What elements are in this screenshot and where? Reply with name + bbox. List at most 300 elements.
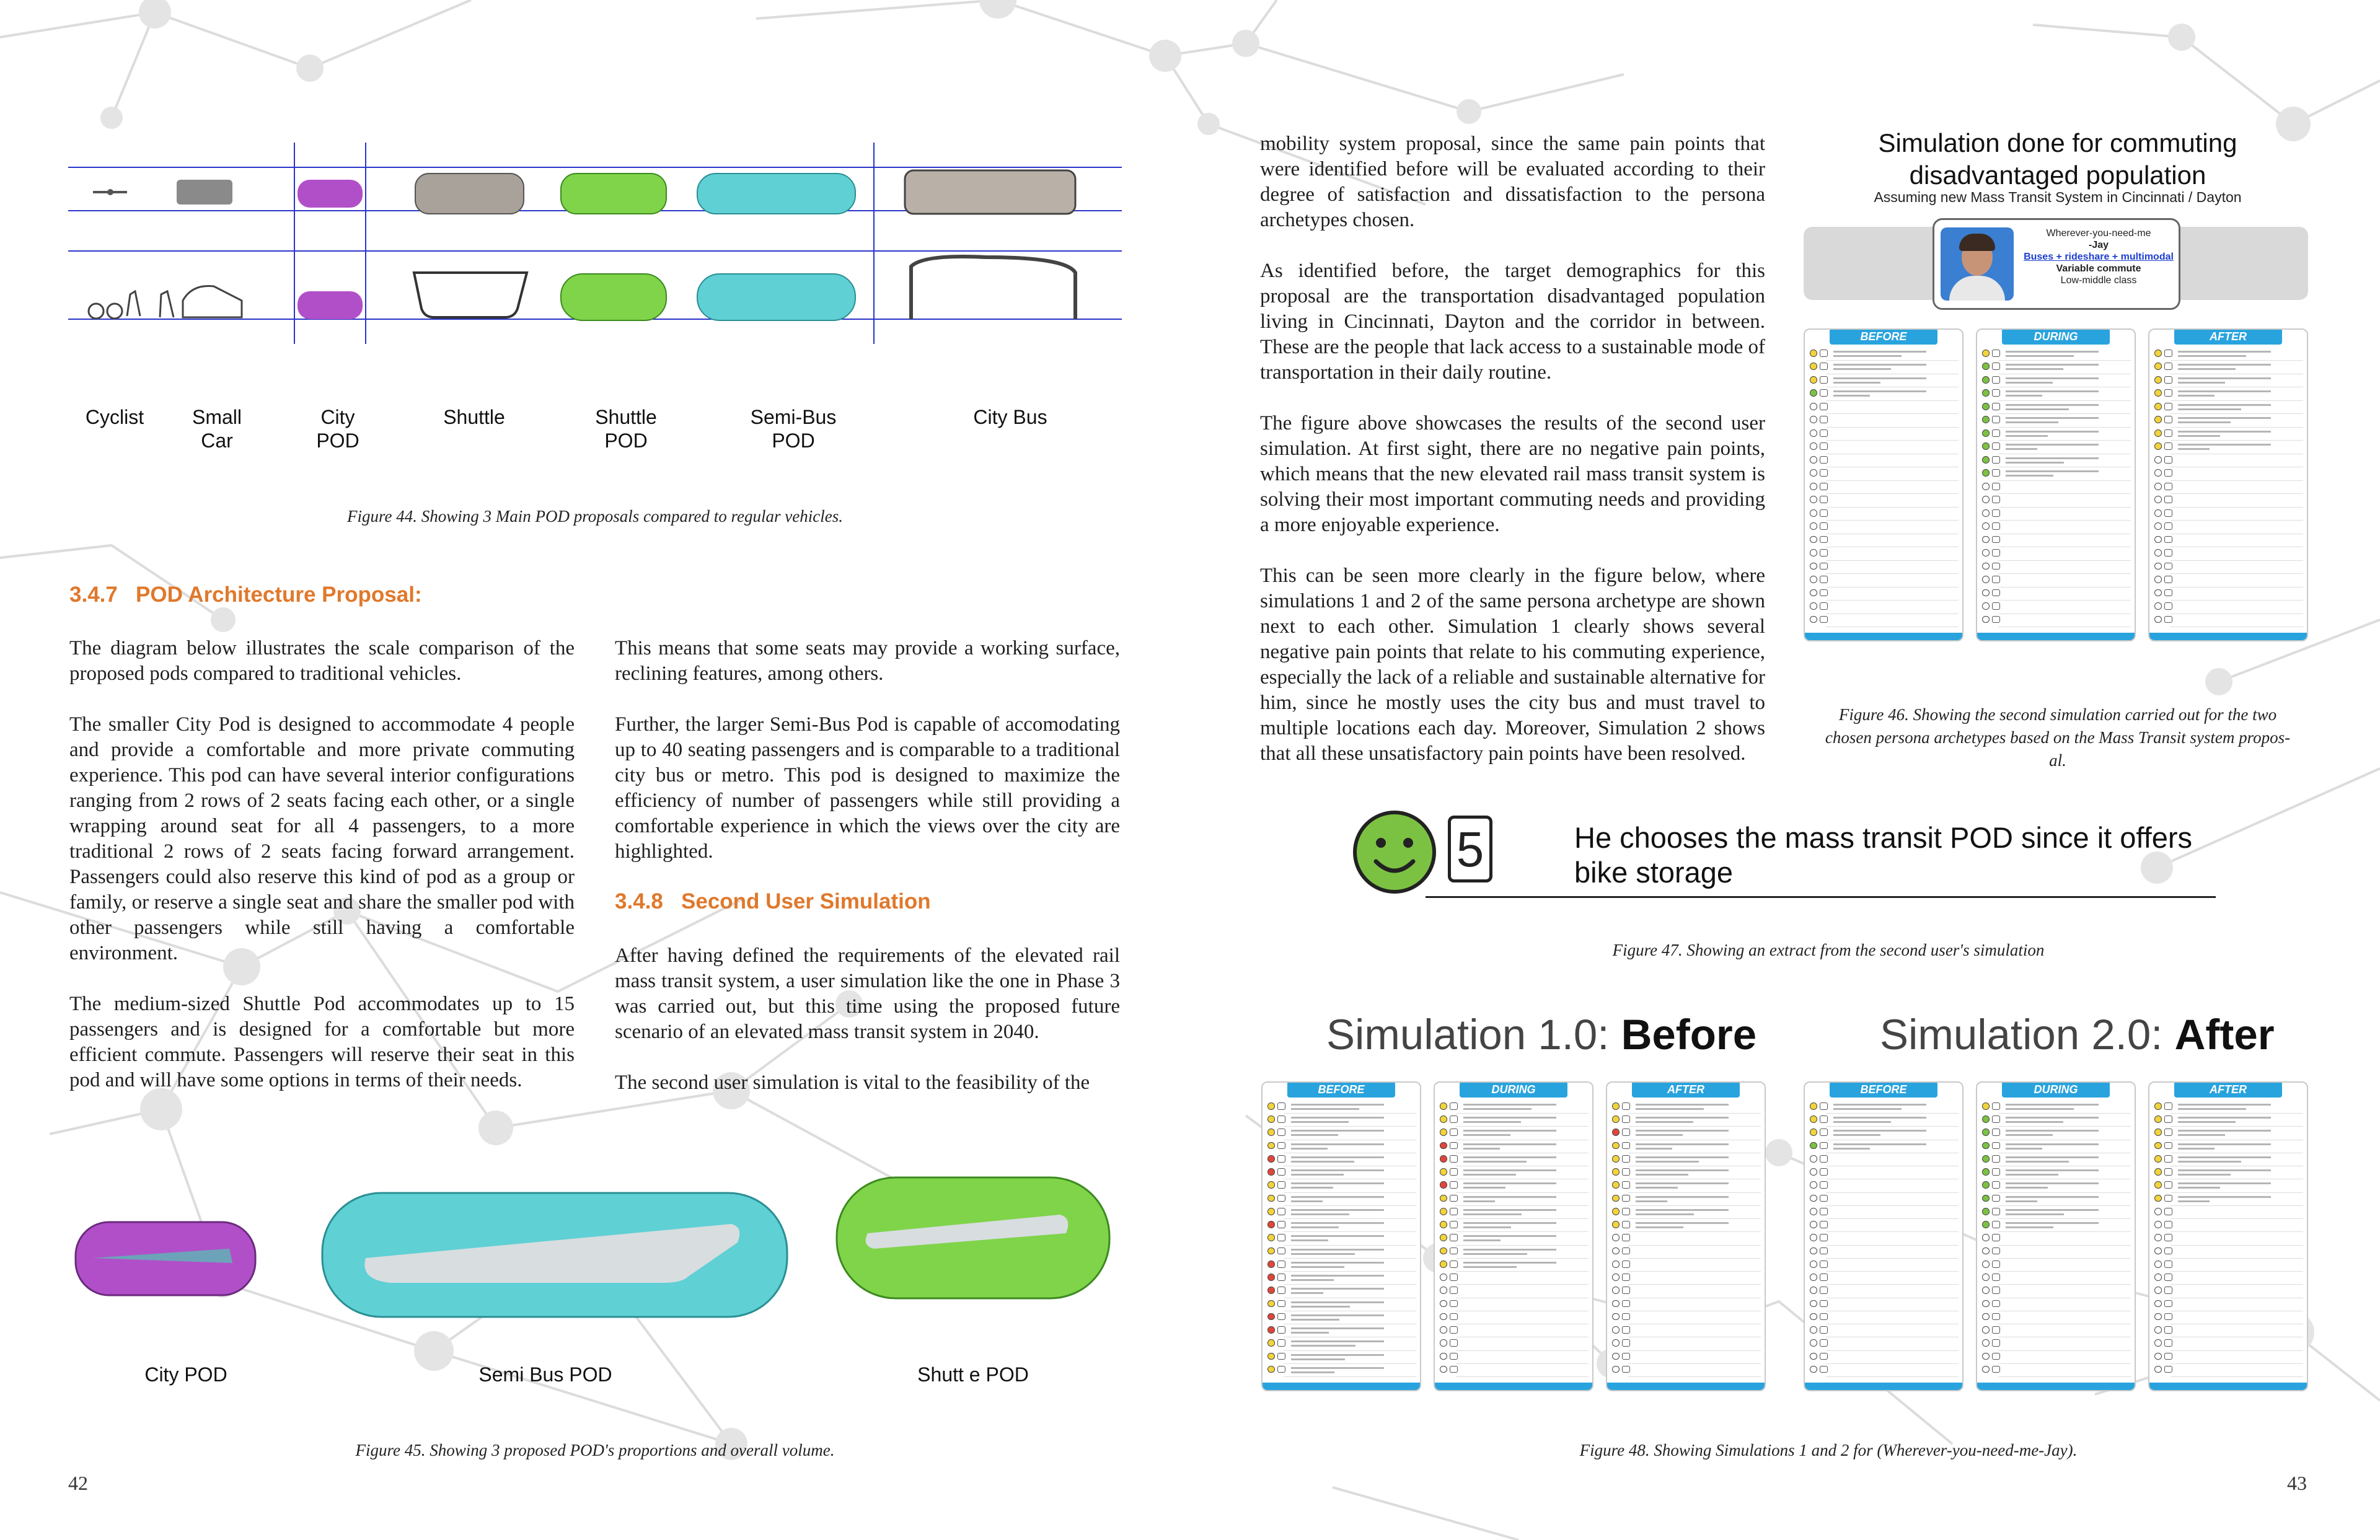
row-separator bbox=[1826, 1126, 1959, 1127]
score-box-mini bbox=[1820, 1287, 1828, 1294]
empty-mood-icon bbox=[1810, 469, 1817, 477]
score-box-mini bbox=[1450, 1313, 1458, 1321]
text-line bbox=[2178, 1134, 2225, 1136]
vehicle-label-city-pod: City POD bbox=[316, 406, 359, 452]
text-line bbox=[1291, 1156, 1384, 1158]
persona-tagline: Wherever-you-need-me bbox=[2046, 228, 2151, 239]
score-box-mini bbox=[1622, 1313, 1630, 1321]
mood-face-icon bbox=[2154, 1181, 2162, 1189]
score-box-mini bbox=[1450, 1168, 1458, 1176]
empty-mood-icon bbox=[1810, 576, 1817, 583]
persona-commute: Variable commute bbox=[2056, 263, 2141, 274]
text-line bbox=[1291, 1134, 1338, 1136]
score-box-mini bbox=[2164, 376, 2172, 384]
empty-mood-icon bbox=[1810, 549, 1817, 557]
row-separator bbox=[1998, 600, 2131, 601]
mood-face-icon bbox=[1267, 1102, 1275, 1110]
phase-header: BEFORE bbox=[1830, 1081, 1937, 1098]
text-line bbox=[2006, 444, 2099, 446]
row-separator bbox=[1998, 573, 2131, 574]
row-separator bbox=[1456, 1231, 1589, 1232]
score-box-mini bbox=[1820, 1102, 1828, 1110]
score-box-mini bbox=[1992, 1155, 2000, 1163]
row-separator bbox=[1826, 1350, 1959, 1351]
text-line bbox=[1636, 1156, 1729, 1158]
empty-mood-icon bbox=[1612, 1274, 1620, 1281]
mood-face-icon bbox=[2154, 1195, 2162, 1202]
text-line bbox=[1636, 1143, 1729, 1145]
text-line bbox=[1833, 395, 1870, 397]
mood-face-icon bbox=[1440, 1155, 1447, 1163]
city-pod-top-icon bbox=[298, 180, 363, 208]
persona-name: -Jay bbox=[2088, 240, 2109, 250]
score-box-mini bbox=[2164, 536, 2172, 543]
mood-face-icon bbox=[2154, 429, 2162, 437]
score-box-mini bbox=[1992, 563, 2000, 570]
score-box-mini bbox=[2164, 589, 2172, 597]
figure-45-caption: Figure 45. Showing 3 proposed POD's proportions and overall volume. bbox=[355, 1441, 835, 1459]
score-box-mini bbox=[1277, 1261, 1285, 1268]
sim2-during-panel bbox=[1976, 1081, 2136, 1391]
score-box-mini bbox=[2164, 1102, 2172, 1110]
text-line bbox=[1291, 1209, 1384, 1211]
row-separator bbox=[1628, 1231, 1761, 1232]
happy-face-icon bbox=[1351, 809, 1438, 895]
score-box-mini bbox=[1992, 589, 2000, 597]
score-box-mini bbox=[2164, 616, 2172, 623]
text-line bbox=[1463, 1108, 1532, 1110]
text-line bbox=[1833, 1134, 1880, 1136]
text-line bbox=[1636, 1117, 1729, 1119]
small-car-front-icon bbox=[160, 286, 242, 317]
shuttle-top-icon bbox=[415, 174, 524, 214]
text-line bbox=[1291, 1182, 1384, 1184]
score-box-mini bbox=[2164, 1181, 2172, 1189]
text-line bbox=[1291, 1354, 1384, 1356]
score-box-mini bbox=[2164, 602, 2172, 610]
score-box-mini bbox=[1622, 1287, 1630, 1294]
row-separator bbox=[1826, 440, 1959, 441]
mood-face-icon bbox=[1267, 1247, 1275, 1255]
row-separator bbox=[1628, 1205, 1761, 1206]
mood-face-icon bbox=[1267, 1115, 1275, 1123]
score-box-mini bbox=[2164, 576, 2172, 583]
simulation-subtitle: Assuming new Mass Transit System in Cincinnati / Dayton bbox=[1874, 189, 2242, 205]
empty-mood-icon bbox=[2154, 576, 2162, 583]
mood-face-icon bbox=[1982, 1142, 1990, 1150]
paragraph: Further, the larger Semi-Bus Pod is capable of accomodating up to 40 seating passengers and is comparable to a traditional city bus or metro. This pod is designed to maximize the efficiency of number of passengers while still providing a comfortable experience in which the views over the city are highlighted. bbox=[615, 713, 1120, 863]
score-box-mini bbox=[1277, 1181, 1285, 1189]
text-line bbox=[2006, 431, 2099, 433]
score-box-mini bbox=[1450, 1261, 1458, 1268]
extract-divider bbox=[1426, 896, 2216, 898]
row-separator bbox=[1628, 1271, 1761, 1272]
empty-mood-icon bbox=[1612, 1326, 1620, 1334]
mood-face-icon bbox=[1612, 1208, 1620, 1215]
text-line bbox=[1463, 1213, 1522, 1215]
text-line bbox=[1636, 1174, 1688, 1176]
score-box-mini bbox=[1820, 416, 1828, 423]
score-box-mini bbox=[2164, 1129, 2172, 1136]
text-line bbox=[1291, 1327, 1384, 1329]
row-separator bbox=[1628, 1192, 1761, 1193]
mood-face-icon bbox=[1267, 1221, 1275, 1228]
score-box-mini bbox=[1992, 376, 2000, 384]
paragraph: The second user simulation is vital to the feasibility of the bbox=[615, 1071, 1090, 1094]
text-line bbox=[1636, 1121, 1693, 1123]
score-box-mini bbox=[1992, 1142, 2000, 1150]
empty-mood-icon bbox=[1810, 496, 1817, 503]
score-box-mini bbox=[1450, 1181, 1458, 1189]
score-box-mini bbox=[1450, 1339, 1458, 1347]
semi-bus-pod-render bbox=[322, 1193, 787, 1317]
score-box-mini bbox=[2164, 403, 2172, 410]
score-box-mini bbox=[1992, 350, 2000, 357]
empty-mood-icon bbox=[1612, 1313, 1620, 1321]
score-box-mini bbox=[1820, 1142, 1828, 1150]
city-pod-front-icon bbox=[298, 291, 363, 319]
text-line bbox=[2006, 1213, 2064, 1215]
empty-mood-icon bbox=[1810, 536, 1817, 543]
score-box-mini bbox=[1992, 363, 2000, 370]
figure-48-caption: Figure 48. Showing Simulations 1 and 2 for (Wherever-you-need-me-Jay). bbox=[1579, 1441, 2078, 1459]
score-box-mini bbox=[1450, 1274, 1458, 1281]
text-line bbox=[2178, 417, 2271, 419]
city-pod-render bbox=[76, 1222, 255, 1295]
phase-header: DURING bbox=[1460, 1081, 1567, 1098]
mood-face-icon bbox=[2154, 1115, 2162, 1123]
right-column bbox=[1260, 131, 1765, 792]
score-box-mini bbox=[1622, 1155, 1630, 1163]
row-separator bbox=[1456, 1376, 1589, 1377]
row-separator bbox=[2171, 493, 2303, 494]
text-line bbox=[1636, 1130, 1729, 1132]
row-separator bbox=[1826, 1231, 1959, 1232]
row-separator bbox=[2171, 400, 2303, 401]
text-line bbox=[1291, 1130, 1384, 1132]
score-box-mini bbox=[1622, 1129, 1630, 1136]
score-box-mini bbox=[2164, 1274, 2172, 1281]
row-separator bbox=[2171, 1350, 2303, 1351]
empty-mood-icon bbox=[1982, 616, 1990, 623]
text-line bbox=[1291, 1275, 1384, 1277]
phase-header: DURING bbox=[2002, 328, 2110, 345]
empty-mood-icon bbox=[1982, 1313, 1990, 1321]
simulation-2-title bbox=[1880, 1010, 2275, 1059]
text-line bbox=[1636, 1104, 1729, 1106]
text-line bbox=[2006, 1156, 2099, 1158]
mood-face-icon bbox=[1440, 1142, 1447, 1150]
score-box-mini bbox=[1992, 602, 2000, 610]
row-separator bbox=[1284, 1113, 1416, 1114]
score-box-mini bbox=[1992, 496, 2000, 503]
mood-face-icon bbox=[1267, 1366, 1275, 1373]
paragraph: After having defined the requirements of the elevated rail mass transit system, a user simulation like the one in Phase 3 was carried out, but this time using the proposed future scenario of an elevated mass transit system in 2040. bbox=[615, 944, 1120, 1043]
empty-mood-icon bbox=[2154, 1261, 2162, 1268]
mood-face-icon bbox=[1440, 1102, 1447, 1110]
row-separator bbox=[2171, 560, 2303, 561]
left-column-2-upper bbox=[615, 636, 1120, 890]
mood-face-icon bbox=[1440, 1115, 1447, 1123]
vehicle-label-shuttle-pod: Shuttle POD bbox=[595, 406, 657, 452]
row-separator bbox=[1628, 1376, 1761, 1377]
mood-face-icon bbox=[1440, 1247, 1447, 1255]
score-box-mini bbox=[1992, 456, 2000, 464]
text-line bbox=[2178, 1182, 2271, 1184]
mood-face-icon bbox=[1440, 1261, 1447, 1268]
text-line bbox=[2006, 470, 2099, 472]
text-line bbox=[1291, 1226, 1339, 1228]
score-box-mini bbox=[1820, 496, 1828, 503]
empty-mood-icon bbox=[1982, 1287, 1990, 1294]
phase-footer-bar bbox=[1805, 633, 1962, 640]
cyclist-front-icon bbox=[89, 291, 140, 319]
vehicle-label-city-bus: City Bus bbox=[973, 406, 1047, 428]
text-line bbox=[2006, 435, 2048, 437]
score-box-mini bbox=[2164, 416, 2172, 423]
row-separator bbox=[1998, 1271, 2131, 1272]
score-box-mini bbox=[1820, 456, 1828, 464]
simulation-title-line-1: Simulation done for commuting bbox=[1878, 128, 2237, 157]
empty-mood-icon bbox=[1440, 1287, 1447, 1294]
text-line bbox=[1291, 1196, 1384, 1198]
score-box-mini bbox=[2164, 1115, 2172, 1123]
mood-face-icon bbox=[1982, 363, 1990, 370]
row-separator bbox=[1826, 600, 1959, 601]
empty-mood-icon bbox=[1810, 483, 1817, 490]
score-box-mini bbox=[1622, 1208, 1630, 1215]
mood-face-icon bbox=[1982, 1168, 1990, 1176]
row-separator bbox=[1284, 1205, 1416, 1206]
sim2-before-panel bbox=[1804, 1081, 1963, 1391]
row-separator bbox=[1456, 1205, 1589, 1206]
mood-face-icon bbox=[1982, 1155, 1990, 1163]
empty-mood-icon bbox=[1810, 1155, 1817, 1163]
mood-face-icon bbox=[1440, 1221, 1447, 1228]
mood-face-icon bbox=[1982, 429, 1990, 437]
mood-face-icon bbox=[1982, 416, 1990, 423]
row-separator bbox=[1998, 1350, 2131, 1351]
text-line bbox=[1463, 1187, 1505, 1189]
score-box-mini bbox=[1277, 1168, 1285, 1176]
mood-face-icon bbox=[1440, 1195, 1447, 1202]
score-box-mini bbox=[1992, 1102, 2000, 1110]
empty-mood-icon bbox=[1810, 1326, 1817, 1334]
score-box-mini bbox=[1820, 442, 1828, 450]
row-separator bbox=[1284, 1258, 1416, 1259]
mood-face-icon bbox=[1612, 1142, 1620, 1150]
paragraph: The diagram below illustrates the scale comparison of the proposed pods compared to traditional vehicles. bbox=[69, 637, 575, 685]
score-box-mini bbox=[2164, 1287, 2172, 1294]
text-line bbox=[2006, 351, 2099, 353]
score-box-mini bbox=[1992, 1221, 2000, 1228]
simulation-1-title-light: Simulation 1.0: bbox=[1326, 1011, 1621, 1058]
text-line bbox=[1833, 1108, 1902, 1110]
text-line bbox=[1833, 368, 1891, 370]
score-box-mini bbox=[1992, 1234, 2000, 1241]
mood-face-icon bbox=[1267, 1168, 1275, 1176]
score-box-mini bbox=[1450, 1287, 1458, 1294]
row-separator bbox=[1456, 1192, 1589, 1193]
empty-mood-icon bbox=[1810, 1261, 1817, 1268]
phase-header: DURING bbox=[2002, 1081, 2110, 1098]
score-box-mini bbox=[1820, 1366, 1828, 1373]
section-3-4-7-heading: 3.4.7 POD Architecture Proposal: bbox=[69, 583, 422, 607]
text-line bbox=[2178, 435, 2220, 437]
score-box-mini bbox=[1622, 1339, 1630, 1347]
row-separator bbox=[1826, 1271, 1959, 1272]
text-line bbox=[2006, 1161, 2069, 1163]
empty-mood-icon bbox=[2154, 469, 2162, 477]
mood-face-icon bbox=[1267, 1234, 1275, 1241]
text-line bbox=[1291, 1371, 1334, 1373]
empty-mood-icon bbox=[2154, 1234, 2162, 1241]
score-box-mini bbox=[1450, 1142, 1458, 1150]
row-separator bbox=[2171, 1126, 2303, 1127]
score-box-mini bbox=[1450, 1221, 1458, 1228]
text-line bbox=[2006, 1169, 2099, 1171]
score-box-mini bbox=[1992, 1366, 2000, 1373]
mood-face-icon bbox=[1440, 1181, 1447, 1189]
text-line bbox=[1463, 1104, 1556, 1106]
empty-mood-icon bbox=[1982, 509, 1990, 517]
row-separator bbox=[1284, 1218, 1416, 1219]
score-box-mini bbox=[2164, 456, 2172, 464]
empty-mood-icon bbox=[2154, 1353, 2162, 1360]
row-separator bbox=[1998, 413, 2131, 414]
score-box-mini bbox=[1820, 1234, 1828, 1241]
mood-face-icon bbox=[1267, 1326, 1275, 1334]
row-separator bbox=[1826, 413, 1959, 414]
mood-face-icon bbox=[1810, 1115, 1817, 1123]
row-separator bbox=[2171, 573, 2303, 574]
city-bus-front-icon bbox=[911, 257, 1075, 319]
score-box-mini bbox=[1992, 1168, 2000, 1176]
text-line bbox=[1291, 1148, 1328, 1150]
phase-header: BEFORE bbox=[1287, 1081, 1395, 1098]
text-line bbox=[1291, 1367, 1384, 1369]
mood-face-icon bbox=[1440, 1208, 1447, 1215]
mood-face-icon bbox=[1267, 1155, 1275, 1163]
score-box-mini bbox=[2164, 1142, 2172, 1150]
row-separator bbox=[2171, 1205, 2303, 1206]
text-line bbox=[2178, 1156, 2271, 1158]
score-box-mini bbox=[1992, 549, 2000, 557]
score-box-mini bbox=[1277, 1300, 1285, 1308]
text-line bbox=[2006, 1134, 2053, 1136]
sim1-during-panel bbox=[1434, 1081, 1593, 1391]
empty-mood-icon bbox=[1810, 1181, 1817, 1189]
row-separator bbox=[1998, 1231, 2131, 1232]
semi-bus-pod-front-icon bbox=[697, 274, 855, 320]
figure-46-caption-line-1: Figure 46. Showing the second simulation carried out for the two bbox=[1838, 705, 2277, 724]
row-separator bbox=[1456, 1363, 1589, 1364]
figure-46-caption-line-2: chosen persona archetypes based on the Mass Transit system propos- bbox=[1825, 728, 2291, 747]
text-line bbox=[2006, 355, 2074, 357]
score-box-mini bbox=[1992, 1274, 2000, 1281]
mood-face-icon bbox=[1440, 1129, 1447, 1136]
row-separator bbox=[2171, 1192, 2303, 1193]
text-line bbox=[2178, 404, 2271, 406]
empty-mood-icon bbox=[1810, 416, 1817, 423]
text-line bbox=[2006, 1148, 2042, 1150]
text-line bbox=[1291, 1319, 1339, 1321]
empty-mood-icon bbox=[1982, 549, 1990, 557]
shuttle-pod-top-icon bbox=[561, 174, 666, 214]
shuttle-pod-render bbox=[837, 1177, 1109, 1298]
phase-header: AFTER bbox=[1632, 1081, 1740, 1098]
text-line bbox=[1291, 1187, 1333, 1189]
score-box-mini bbox=[1277, 1234, 1285, 1241]
row-separator bbox=[2171, 1271, 2303, 1272]
text-line bbox=[2006, 408, 2069, 410]
text-line bbox=[1291, 1279, 1334, 1281]
row-separator bbox=[2171, 520, 2303, 521]
text-line bbox=[2006, 390, 2099, 392]
figure-46-caption bbox=[1797, 703, 2318, 772]
figure-44-caption: Figure 44. Showing 3 Main POD proposals compared to regular vehicles. bbox=[347, 507, 843, 526]
score-box-mini bbox=[1277, 1102, 1285, 1110]
text-line bbox=[2178, 408, 2241, 410]
row-separator bbox=[1456, 1218, 1589, 1219]
empty-mood-icon bbox=[1982, 1234, 1990, 1241]
mood-face-icon bbox=[1982, 1208, 1990, 1215]
mood-face-icon bbox=[2154, 403, 2162, 410]
score-box-mini bbox=[1992, 1326, 2000, 1334]
text-line bbox=[1833, 1130, 1926, 1132]
text-line bbox=[1291, 1222, 1384, 1224]
score-box-mini bbox=[1992, 416, 2000, 423]
empty-mood-icon bbox=[2154, 1274, 2162, 1281]
row-separator bbox=[1284, 1245, 1416, 1246]
empty-mood-icon bbox=[1612, 1247, 1620, 1255]
score-box-mini bbox=[1992, 1300, 2000, 1308]
mood-face-icon bbox=[2154, 442, 2162, 450]
row-separator bbox=[1998, 560, 2131, 561]
text-line bbox=[1463, 1156, 1556, 1158]
row-separator bbox=[1826, 573, 1959, 574]
score-box-mini bbox=[1277, 1274, 1285, 1281]
mood-face-icon bbox=[1982, 456, 1990, 464]
empty-mood-icon bbox=[1810, 1300, 1817, 1308]
empty-mood-icon bbox=[1810, 1221, 1817, 1228]
vehicle-label-shuttle: Shuttle bbox=[443, 406, 505, 428]
empty-mood-icon bbox=[2154, 1208, 2162, 1215]
text-line bbox=[2006, 1182, 2099, 1184]
row-separator bbox=[1998, 520, 2131, 521]
phase-footer-bar bbox=[2149, 633, 2307, 640]
row-separator bbox=[2171, 1245, 2303, 1246]
mood-face-icon bbox=[1267, 1313, 1275, 1321]
row-separator bbox=[1284, 1350, 1416, 1351]
text-line bbox=[1463, 1196, 1556, 1198]
empty-mood-icon bbox=[2154, 549, 2162, 557]
empty-mood-icon bbox=[1982, 576, 1990, 583]
text-line bbox=[1833, 351, 1926, 353]
text-line bbox=[1291, 1358, 1345, 1360]
score-box-mini bbox=[1622, 1274, 1630, 1281]
score-box-mini bbox=[2164, 442, 2172, 450]
phase-footer-bar bbox=[1435, 1383, 1592, 1390]
text-line bbox=[1291, 1174, 1344, 1176]
empty-mood-icon bbox=[2154, 1247, 2162, 1255]
score-box-mini bbox=[1992, 1129, 2000, 1136]
score-box-mini bbox=[1622, 1181, 1630, 1189]
row-separator bbox=[1998, 1245, 2131, 1246]
text-line bbox=[1833, 1148, 1870, 1150]
row-separator bbox=[1998, 427, 2131, 428]
score-box-mini bbox=[1820, 1115, 1828, 1123]
